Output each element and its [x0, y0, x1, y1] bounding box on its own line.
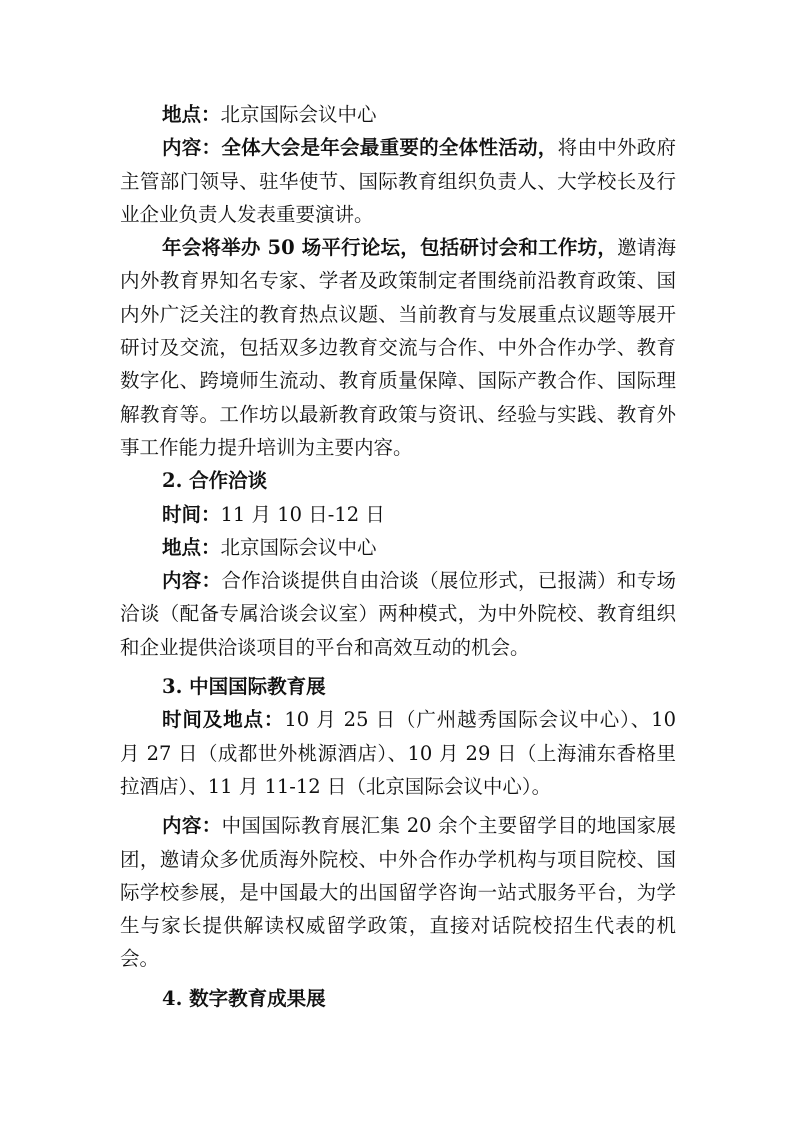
content-text: 中国国际教育展汇集 20 余个主要留学目的地国家展团，邀请众多优质海外院校、中外合作办学机构与项目院校、国际学校参展，是中国最大的出国留学咨询一站式服务平台，为学生与家长提供解读权威留学政策，直接对话院校招生代表的机会。 — [120, 814, 676, 971]
label-content: 内容： — [162, 814, 222, 838]
paragraph-content-3 — [120, 809, 676, 975]
forums-text: 邀请海内外教育界知名专家、学者及政策制定者围绕前沿教育政策、国内外广泛关注的教育热点议题、当前教育与发展重点议题等展开研讨及交流，包括双多边教育交流与合作、中外合作办学、教育数字化、跨境师生流动、教育质量保障、国际产教合作、国际理解教育等。工作坊以最新教育政策与资讯、经验与实践、教育外事工作能力提升培训为主要内容。 — [120, 236, 676, 459]
paragraph-time-2 — [120, 498, 676, 531]
time-value: 11 月 10 日-12 日 — [220, 502, 385, 526]
content-emphasis: 全体大会是年会最重要的全体性活动， — [221, 136, 558, 160]
label-location: 地点： — [162, 103, 221, 126]
paragraph-time-location-3 — [120, 703, 676, 803]
paragraph-content-2 — [120, 564, 676, 664]
content-text: 将由中外政府主管部门领导、驻华使节、国际教育组织负责人、大学校长及行业企业负责人发表重要演讲。 — [120, 136, 676, 226]
document-body — [120, 98, 676, 1015]
time-location-value: 10 月 25 日（广州越秀国际会议中心）、10 月 27 日（成都世外桃源酒店）、10 月 29 日（上海浦东香格里拉酒店）、11 月 11-12 日（北京国际会议中心）。 — [120, 708, 676, 798]
label-location: 地点： — [162, 535, 221, 559]
forums-emphasis: 年会将举办 50 场平行论坛，包括研讨会和工作坊， — [162, 236, 618, 260]
content-text: 合作洽谈提供自由洽谈（展位形式，已报满）和专场洽谈（配备专属洽谈会议室）两种模式，为中外院校、教育组织和企业提供洽谈项目的平台和高效互动的机会。 — [120, 569, 676, 659]
heading-section-2: 2. 合作洽谈 — [162, 469, 268, 493]
paragraph-location-2 — [120, 531, 676, 564]
label-time-location: 时间及地点： — [162, 708, 285, 732]
paragraph-content-1 — [120, 131, 676, 231]
paragraph-forums — [120, 231, 676, 464]
location-value: 北京国际会议中心 — [220, 103, 377, 126]
heading-section-4: 4. 数字教育成果展 — [162, 986, 326, 1010]
label-content: 内容： — [162, 569, 222, 593]
label-content: 内容： — [162, 136, 222, 160]
label-time: 时间： — [162, 502, 221, 526]
paragraph-location-1 — [120, 98, 676, 131]
heading-section-3: 3. 中国国际教育展 — [162, 675, 326, 699]
location-value: 北京国际会议中心 — [220, 535, 377, 559]
